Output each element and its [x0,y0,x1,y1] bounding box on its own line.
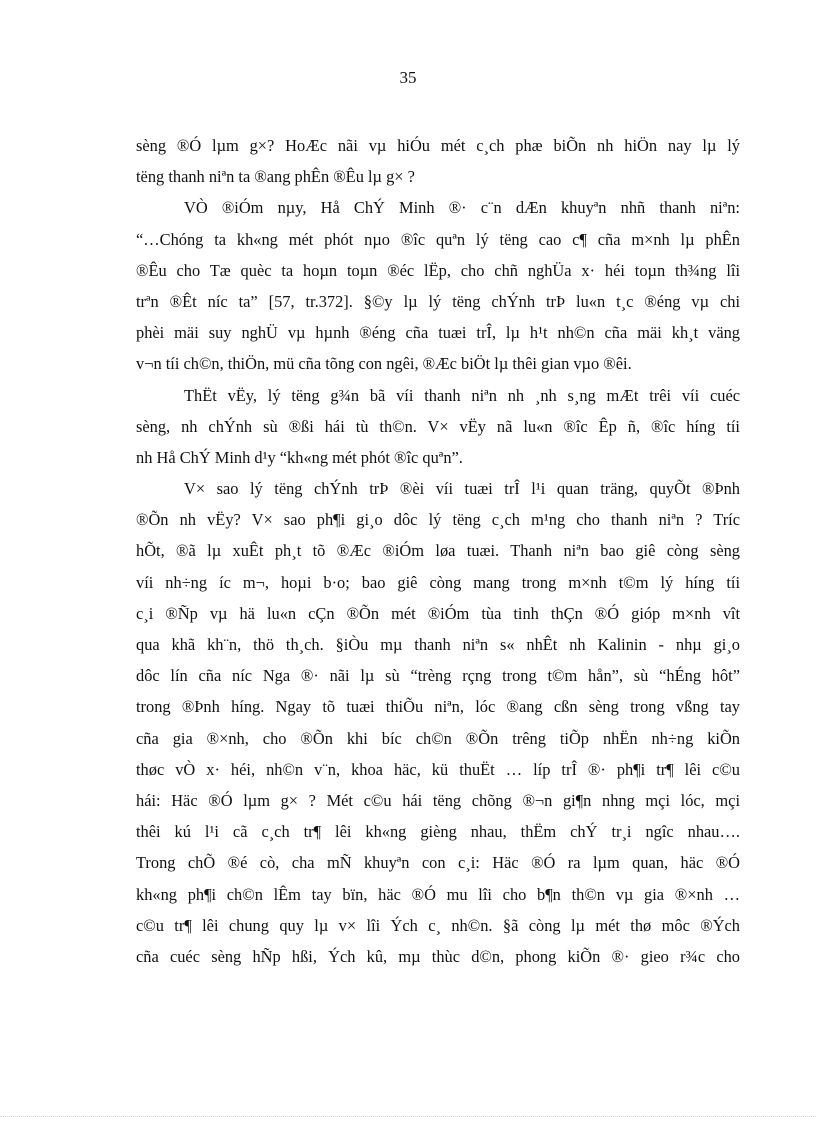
text-line: trªn ®Êt níc ta” [57, tr.372]. §©y lµ lý tëng chÝnh trÞ lu«n t¸c ®éng vµ chi [136,291,740,311]
text-line: hái: Häc ®Ó lµm g× ? Mét c©u hái tëng chõng ®¬n gi¶n nhng mçi lóc, mçi [136,790,740,810]
text-line: sèng, nh chÝnh sù ®ßi hái tù th©n. V× vËy nã lu«n ®îc Êp ñ, ®îc híng tíi [136,416,740,436]
text-line: V× sao lý tëng chÝnh trÞ ®èi víi tuæi trÎ l¹i quan träng, quyÕt ®Þnh [184,479,740,499]
text-line: ThËt vËy, lý tëng g¾n bã víi thanh niªn nh ¸nh s¸ng mÆt trêi víi cuéc [184,385,740,405]
text-line: cña gia ®×nh, cho ®Õn khi bíc ch©n ®Õn trêng tiÕp nhËn nh÷ng kiÕn [136,728,740,748]
text-line: kh«ng ph¶i ch©n lÊm tay bïn, häc ®Ó mu lîi cho b¶n th©n vµ gia ®×nh … [136,884,740,904]
text-line: c¸i ®Ñp vµ hä lu«n cÇn ®Õn mét ®iÓm tùa tinh thÇn ®Ó gióp m×nh vît [136,603,740,623]
text-line: phèi mäi suy nghÜ vµ hµnh ®éng cña tuæi trÎ, lµ h¹t nh©n cña mäi kh¸t väng [136,323,740,343]
text-line: cña cuéc sèng hÑp hßi, Ých kû, mµ thùc d©n, phong kiÕn ®· gieo r¾c cho [136,946,740,966]
text-line: v¬n tíi ch©n, thiÖn, mü cña tõng con ngêi, ®Æc biÖt lµ thêi gian vµo ®êi. [136,354,632,374]
text-line: sèng ®Ó lµm g×? HoÆc nãi vµ hiÓu mét c¸ch phæ biÕn nh hiÖn nay lµ lý [136,136,740,155]
text-line: c©u tr¶ lêi chung quy lµ v× lîi Ých c¸ nh©n. §ã còng lµ mét thø môc ®Ých [136,915,740,935]
text-line: qua khã kh¨n, thö th¸ch. §iÒu mµ thanh niªn s« nhÊt nh Kalinin - nhµ gi¸o [136,635,740,654]
text-line: ®Õn nh vËy? V× sao ph¶i gi¸o dôc lý tëng c¸ch m¹ng cho thanh niªn ? Tríc [136,510,740,530]
text-line: tëng thanh niªn ta ®ang phÊn ®Êu lµ g× ? [136,167,415,187]
text-line: Trong chÕ ®é cò, cha mÑ khuyªn con c¸i: Häc ®Ó ra lµm quan, häc ®Ó [136,853,740,873]
text-line: nh Hå ChÝ Minh d¹y “kh«ng mét phót ®îc quªn”. [136,447,463,467]
text-line: trong ®Þnh híng. Ngay tõ tuæi thiÕu niªn, lóc ®ang cßn sèng trong vßng tay [136,697,740,717]
text-line: víi nh÷ng íc m¬, hoµi b·o; bao giê còng mang trong m×nh t©m lý híng tíi [136,572,740,592]
body-text [136,130,740,972]
page-number: 35 [399,68,417,87]
text-line: VÒ ®iÓm nµy, Hå ChÝ Minh ®· c¨n dÆn khuyªn nhñ thanh niªn: [184,198,740,218]
text-line: ®Êu cho Tæ quèc ta hoµn toµn ®éc lËp, cho chñ nghÜa x· héi toµn th¾ng lîi [136,260,740,280]
text-line: “…Chóng ta kh«ng mét phót nµo ®îc quªn lý tëng cao c¶ cña m×nh lµ phÊn [136,229,740,249]
text-line: hÕt, ®ã lµ xuÊt ph¸t tõ ®Æc ®iÓm løa tuæi. Thanh niªn bao giê còng sèng [136,541,740,561]
page-bottom-divider [0,1116,816,1117]
text-line: dôc lín cña níc Nga ®· nãi lµ sù “trèng rçng trong t©m hån”, sù “hÉng hôt” [136,666,740,686]
text-line: thêi kú l¹i cã c¸ch tr¶ lêi kh«ng gièng nhau, thËm chÝ tr¸i ngîc nhau…. [136,822,740,842]
text-line: thøc vÒ x· héi, nh©n v¨n, khoa häc, kü thuËt … líp trÎ ®· ph¶i tr¶ lêi c©u [136,759,740,779]
